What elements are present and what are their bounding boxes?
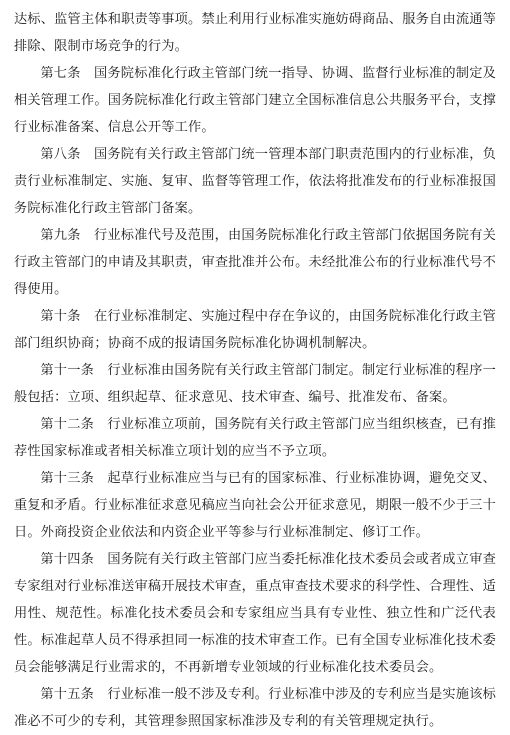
article-9: 第九条 行业标准代号及范围，由国务院标准化行政主管部门依据国务院有关行政主管部门的申请及其职责，审查批准并公布。未经批准公布的行业标准代号不得使用。 xyxy=(14,228,496,297)
article-12: 第十二条 行业标准立项前，国务院有关行政主管部门应当组织核查，已有推荐性国家标准或者相关标准立项计划的应当不予立项。 xyxy=(14,417,496,459)
article-13: 第十三条 起草行业标准应当与已有的国家标准、行业标准协调，避免交叉、重复和矛盾。行业标准征求意见稿应当向社会公开征求意见，期限一般不少于三十日。外商投资企业依法和内资企业平等参与行业标准制定、修订工作。 xyxy=(14,471,496,540)
article-15: 第十五条 行业标准一般不涉及专利。行业标准中涉及的专利应当是实施该标准必不可少的专利，其管理参照国家标准涉及专利的有关管理规定执行。 xyxy=(14,687,496,729)
article-14: 第十四条 国务院有关行政主管部门应当委托标准化技术委员会或者成立审查专家组对行业标准送审稿开展技术审查，重点审查技术要求的科学性、合理性、适用性、规范性。标准化技术委员会和专家组应当具有专业性、独立性和广泛代表性。标准起草人员不得承担同一标准的技术审查工作。已有全国专业标准化技术委员会能够满足行业需求的，不再新增专业领域的行业标准化技术委员会。 xyxy=(14,552,496,675)
article-8: 第八条 国务院有关行政主管部门统一管理本部门职责范围内的行业标准，负责行业标准制定、实施、复审、监督等管理工作，依法将批准发布的行业标准报国务院标准化行政主管部门备案。 xyxy=(14,147,496,216)
article-11: 第十一条 行业标准由国务院有关行政主管部门制定。制定行业标准的程序一般包括：立项、组织起草、征求意见、技术审查、编号、批准发布、备案。 xyxy=(14,363,496,405)
article-10: 第十条 在行业标准制定、实施过程中存在争议的，由国务院标准化行政主管部门组织协商；协商不成的报请国务院标准化协调机制解决。 xyxy=(14,309,496,351)
paragraph-continuation: 达标、监管主体和职责等事项。禁止利用行业标准实施妨碍商品、服务自由流通等排除、限制市场竞争的行为。 xyxy=(14,12,496,54)
article-7: 第七条 国务院标准化行政主管部门统一指导、协调、监督行业标准的制定及相关管理工作。国务院标准化行政主管部门建立全国标准信息公共服务平台，支撑行业标准备案、信息公开等工作。 xyxy=(14,66,496,135)
